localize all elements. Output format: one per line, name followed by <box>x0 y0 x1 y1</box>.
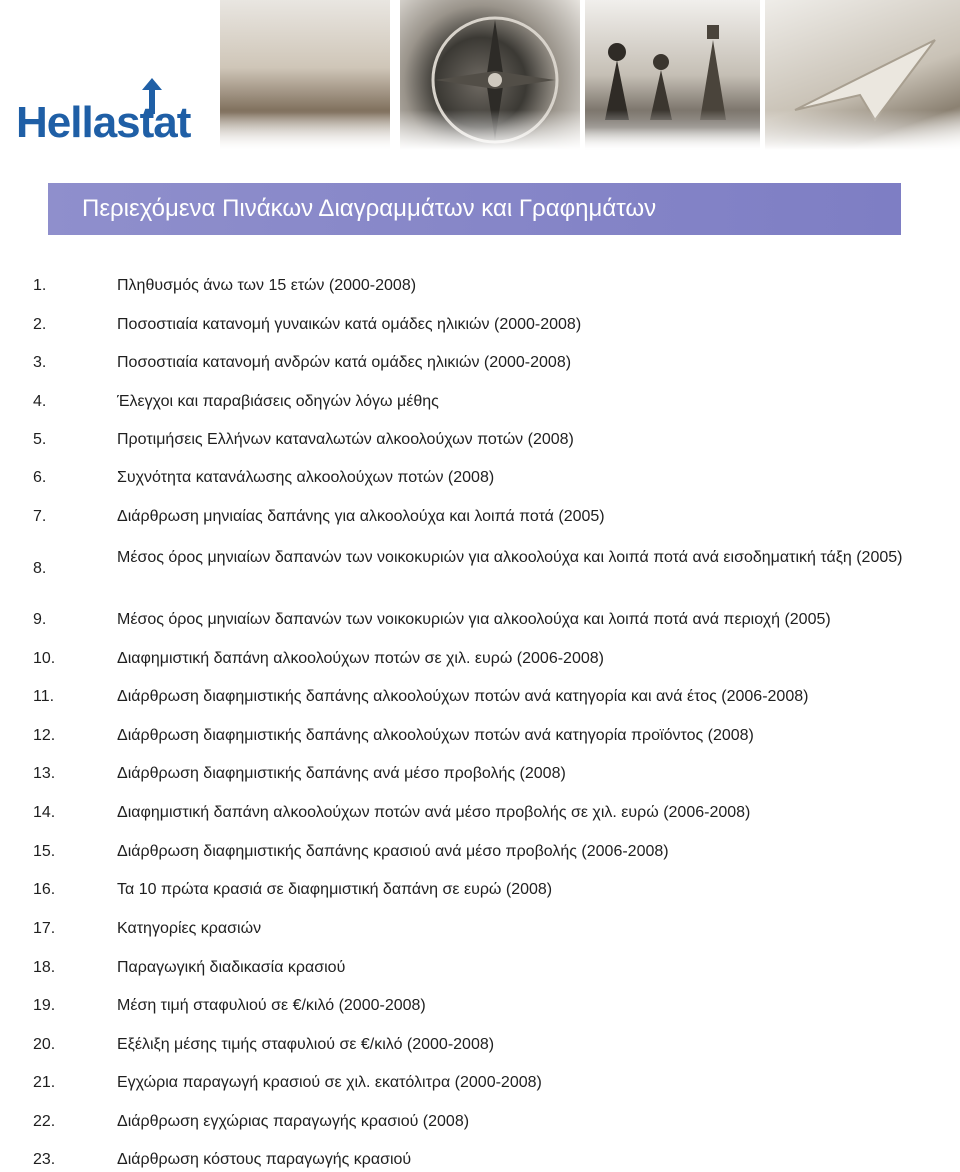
item-text: Διάρθρωση διαφημιστικής δαπάνης ανά μέσο προβολής (2008) <box>117 765 566 782</box>
item-text: Διαφημιστική δαπάνη αλκοολούχων ποτών ανά μέσο προβολής σε χιλ. ευρώ (2006-2008) <box>117 804 751 821</box>
item-text: Μέση τιμή σταφυλιού σε €/κιλό (2000-2008) <box>117 997 426 1014</box>
item-number: 21. <box>33 1074 56 1091</box>
item-number: 15. <box>33 843 56 860</box>
item-text: Πληθυσμός άνω των 15 ετών (2000-2008) <box>117 277 417 294</box>
hellastat-logo <box>14 78 214 148</box>
item-text: Προτιμήσεις Ελλήνων καταναλωτών αλκοολούχων ποτών (2008) <box>117 431 574 448</box>
item-number: 14. <box>33 804 56 821</box>
item-text: Ποσοστιαία κατανομή γυναικών κατά ομάδες ηλικιών (2000-2008) <box>117 316 582 333</box>
item-text: Εξέλιξη μέσης τιμής σταφυλιού σε €/κιλό (2000-2008) <box>117 1036 495 1053</box>
item-text: Παραγωγική διαδικασία κρασιού <box>117 959 346 976</box>
item-number: 12. <box>33 727 56 744</box>
item-number: 3. <box>33 354 47 371</box>
item-number: 1. <box>33 277 47 294</box>
section-title-bar <box>48 183 901 235</box>
item-number: 9. <box>33 611 47 628</box>
item-number: 5. <box>33 431 47 448</box>
item-text: Διάρθρωση διαφημιστικής δαπάνης κρασιού ανά μέσο προβολής (2006-2008) <box>117 843 669 860</box>
item-number: 17. <box>33 920 56 937</box>
item-number: 8. <box>33 560 47 577</box>
item-number: 13. <box>33 765 56 782</box>
item-text: Τα 10 πρώτα κρασιά σε διαφημιστική δαπάνη σε ευρώ (2008) <box>117 881 553 898</box>
header-banner <box>0 0 960 170</box>
chess-photo <box>585 0 760 150</box>
hands-soil-photo <box>220 0 390 150</box>
item-text: Συχνότητα κατανάλωσης αλκοολούχων ποτών (2008) <box>117 469 495 486</box>
item-text: Διάρθρωση κόστους παραγωγής κρασιού <box>117 1151 412 1168</box>
item-number: 7. <box>33 508 47 525</box>
item-text: Έλεγχοι και παραβιάσεις οδηγών λόγω μέθης <box>117 393 439 410</box>
item-number: 2. <box>33 316 47 333</box>
item-text: Μέσος όρος μηνιαίων δαπανών των νοικοκυριών για αλκοολούχα και λοιπά ποτά ανά εισοδηματική τάξη (2005) <box>117 549 903 566</box>
item-number: 16. <box>33 881 56 898</box>
item-text: Διάρθρωση εγχώριας παραγωγής κρασιού (2008) <box>117 1113 470 1130</box>
item-text: Κατηγορίες κρασιών <box>117 920 262 937</box>
item-number: 22. <box>33 1113 56 1130</box>
compass-photo <box>400 0 580 150</box>
item-text: Ποσοστιαία κατανομή ανδρών κατά ομάδες ηλικιών (2000-2008) <box>117 354 572 371</box>
item-text: Εγχώρια παραγωγή κρασιού σε χιλ. εκατόλιτρα (2000-2008) <box>117 1074 542 1091</box>
item-number: 18. <box>33 959 56 976</box>
page-title: Περιεχόμενα Πινάκων Διαγραμμάτων και Γραφημάτων <box>82 195 657 222</box>
logo-text: Hellastat <box>16 98 191 147</box>
item-number: 20. <box>33 1036 56 1053</box>
item-text: Διάρθρωση μηνιαίας δαπάνης για αλκοολούχα και λοιπά ποτά (2005) <box>117 508 605 525</box>
item-number: 10. <box>33 650 56 667</box>
item-text: Διάρθρωση διαφημιστικής δαπάνης αλκοολούχων ποτών ανά κατηγορία και ανά έτος (2006-2008) <box>117 688 809 705</box>
item-number: 6. <box>33 469 47 486</box>
item-text: Διαφημιστική δαπάνη αλκοολούχων ποτών σε χιλ. ευρώ (2006-2008) <box>117 650 604 667</box>
item-number: 19. <box>33 997 56 1014</box>
item-text: Μέσος όρος μηνιαίων δαπανών των νοικοκυριών για αλκοολούχα και λοιπά ποτά ανά περιοχή (2005) <box>117 611 831 628</box>
item-number: 11. <box>33 688 55 705</box>
item-text: Διάρθρωση διαφημιστικής δαπάνης αλκοολούχων ποτών ανά κατηγορία προϊόντος (2008) <box>117 727 754 744</box>
item-number: 4. <box>33 393 47 410</box>
paper-plane-photo <box>765 0 960 150</box>
item-number: 23. <box>33 1151 56 1168</box>
